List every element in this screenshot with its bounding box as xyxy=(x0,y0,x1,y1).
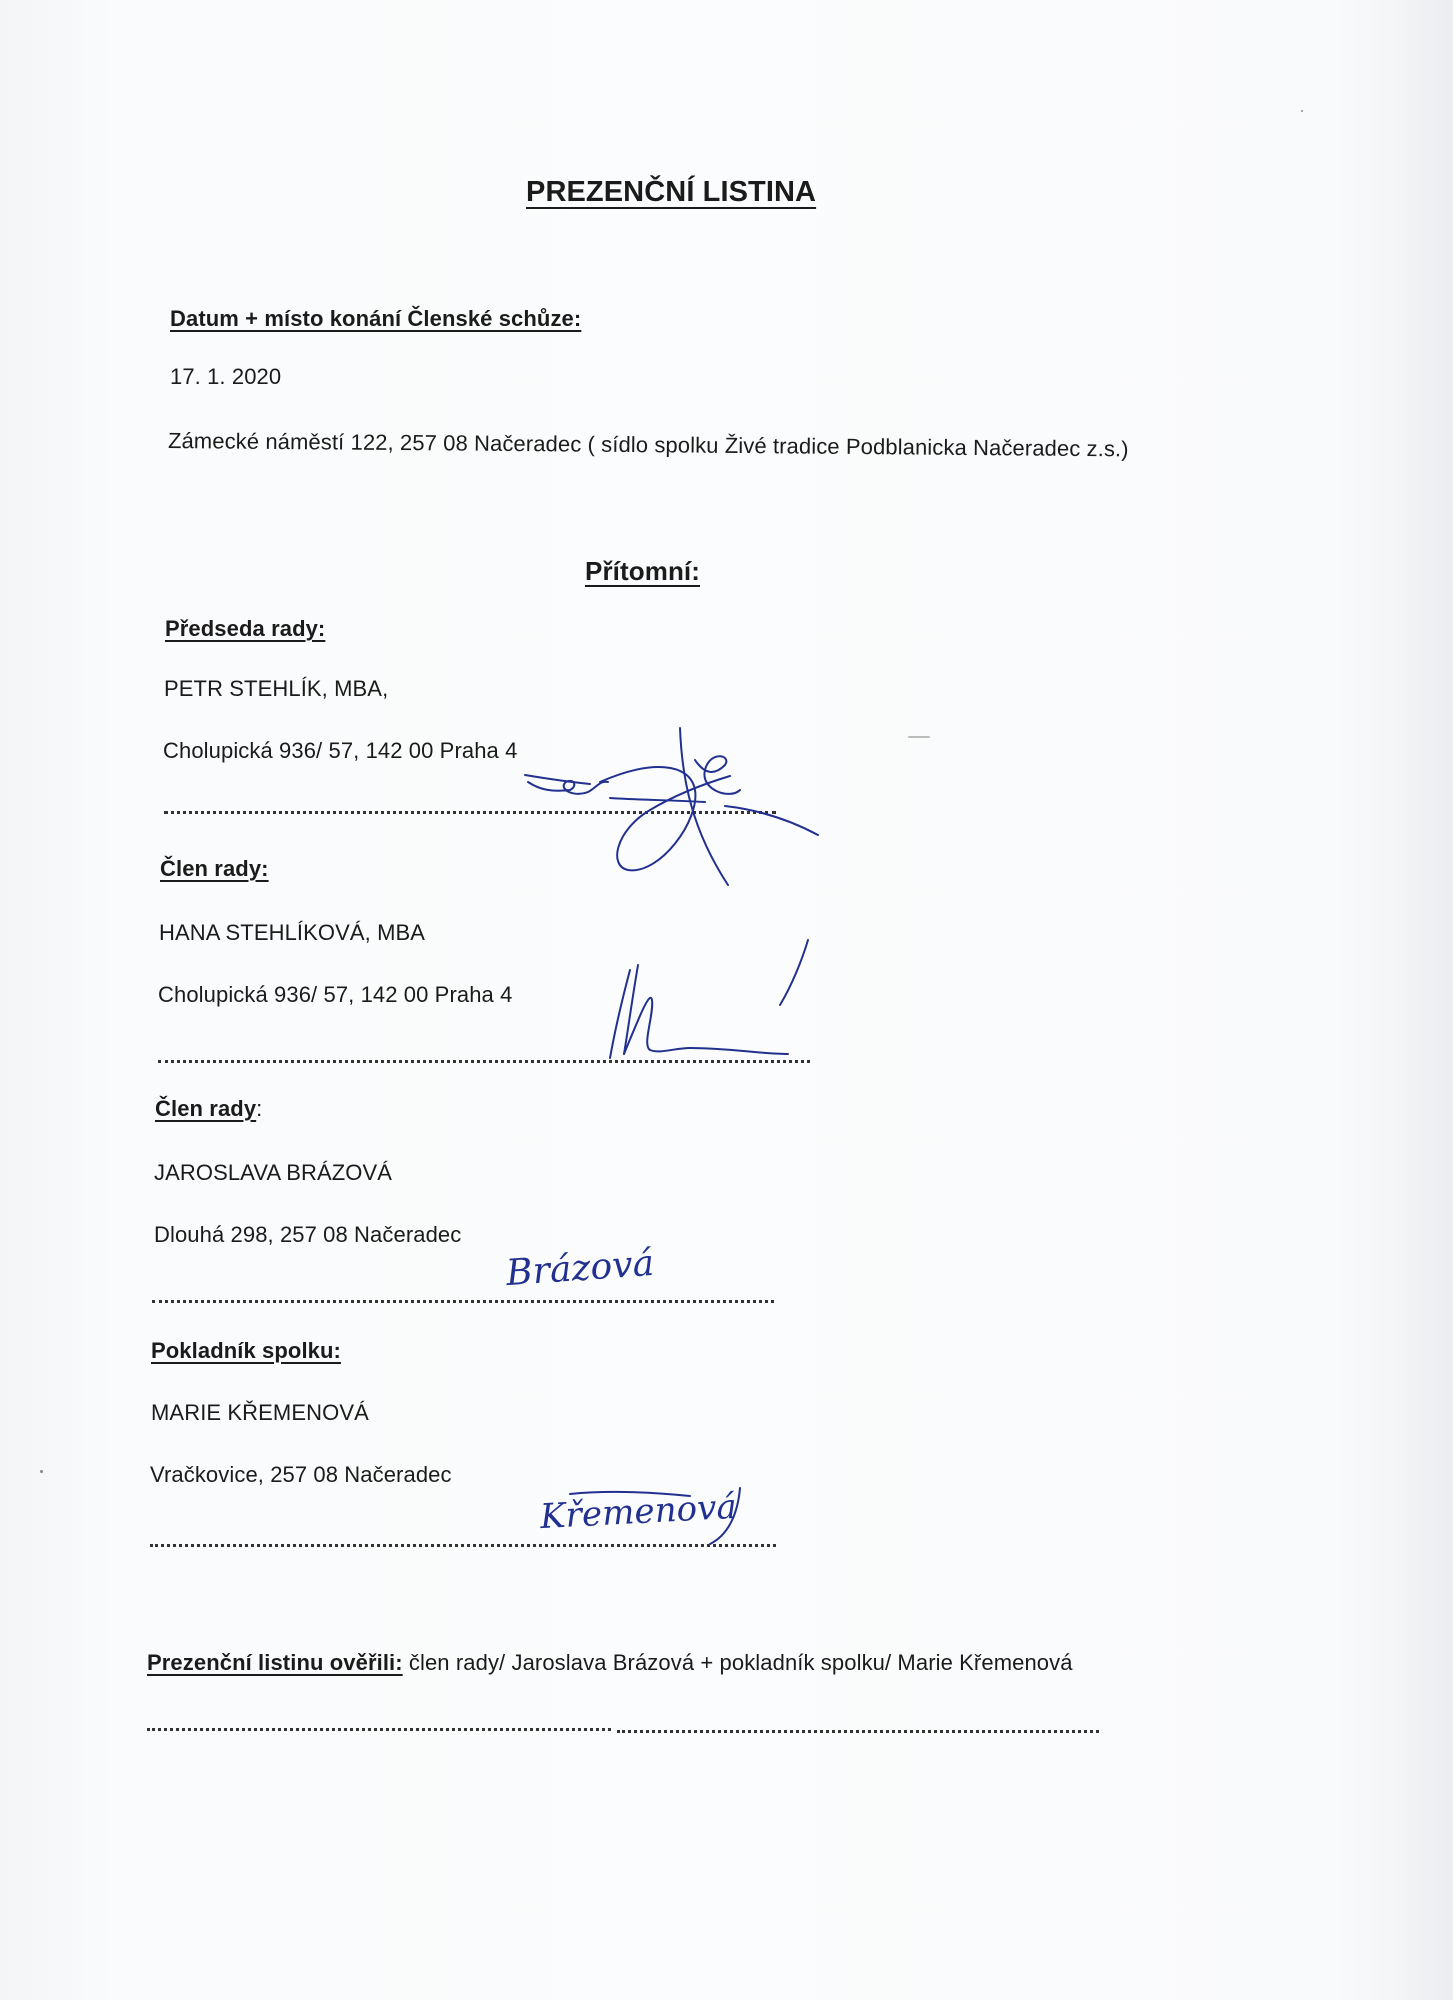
meeting-place: Zámecké náměstí 122, 257 08 Načeradec ( sídlo spolku Živé tradice Podblanicka Načeradec z.s.) xyxy=(167,428,1129,462)
attendee-name: PETR STEHLÍK, MBA, xyxy=(164,676,389,701)
attendee-role-treasurer: Pokladník spolku: xyxy=(151,1338,341,1363)
attendee-address: Cholupická 936/ 57, 142 00 Praha 4 xyxy=(163,738,518,763)
scan-shadow-edge xyxy=(1393,0,1453,2000)
scan-mark xyxy=(908,736,930,738)
page-title: PREZENČNÍ LISTINA xyxy=(526,176,817,208)
attendee-name: MARIE KŘEMENOVÁ xyxy=(151,1400,369,1425)
signature-stehlikova xyxy=(580,930,820,1070)
verification-signature-line-1 xyxy=(147,1728,611,1731)
attendee-address: Cholupická 936/ 57, 142 00 Praha 4 xyxy=(158,982,513,1007)
attendee-role-label: Člen rady xyxy=(155,1096,257,1121)
signature-kremenova: Křemenová xyxy=(539,1486,738,1538)
attendee-role-suffix: : xyxy=(256,1096,263,1121)
attendee-role-member xyxy=(155,1096,262,1122)
signature-line xyxy=(152,1300,774,1303)
attendee-role-chairman: Předseda rady: xyxy=(165,616,326,641)
signature-kremenova-strokes xyxy=(540,1486,760,1556)
scan-speck xyxy=(1301,110,1303,112)
attendee-name: JAROSLAVA BRÁZOVÁ xyxy=(154,1160,393,1185)
meeting-date: 17. 1. 2020 xyxy=(170,364,282,389)
verification-label: Prezenční listinu ověřili: xyxy=(147,1650,403,1675)
meeting-heading: Datum + místo konání Členské schůze: xyxy=(170,306,582,331)
signature-brazova: Brázová xyxy=(504,1242,656,1295)
present-heading: Přítomní: xyxy=(585,556,701,586)
verification-line xyxy=(147,1650,1073,1676)
verification-text: člen rady/ Jaroslava Brázová + pokladník spolku/ Marie Křemenová xyxy=(402,1650,1073,1675)
attendee-address: Dlouhá 298, 257 08 Načeradec xyxy=(154,1222,462,1247)
signature-stehlik xyxy=(500,720,830,900)
attendee-name: HANA STEHLÍKOVÁ, MBA xyxy=(159,920,426,945)
verification-signature-line-2 xyxy=(617,1730,1099,1733)
scan-speck xyxy=(40,1470,43,1473)
attendee-role-member: Člen rady: xyxy=(160,856,269,881)
attendee-address: Vračkovice, 257 08 Načeradec xyxy=(150,1462,452,1487)
